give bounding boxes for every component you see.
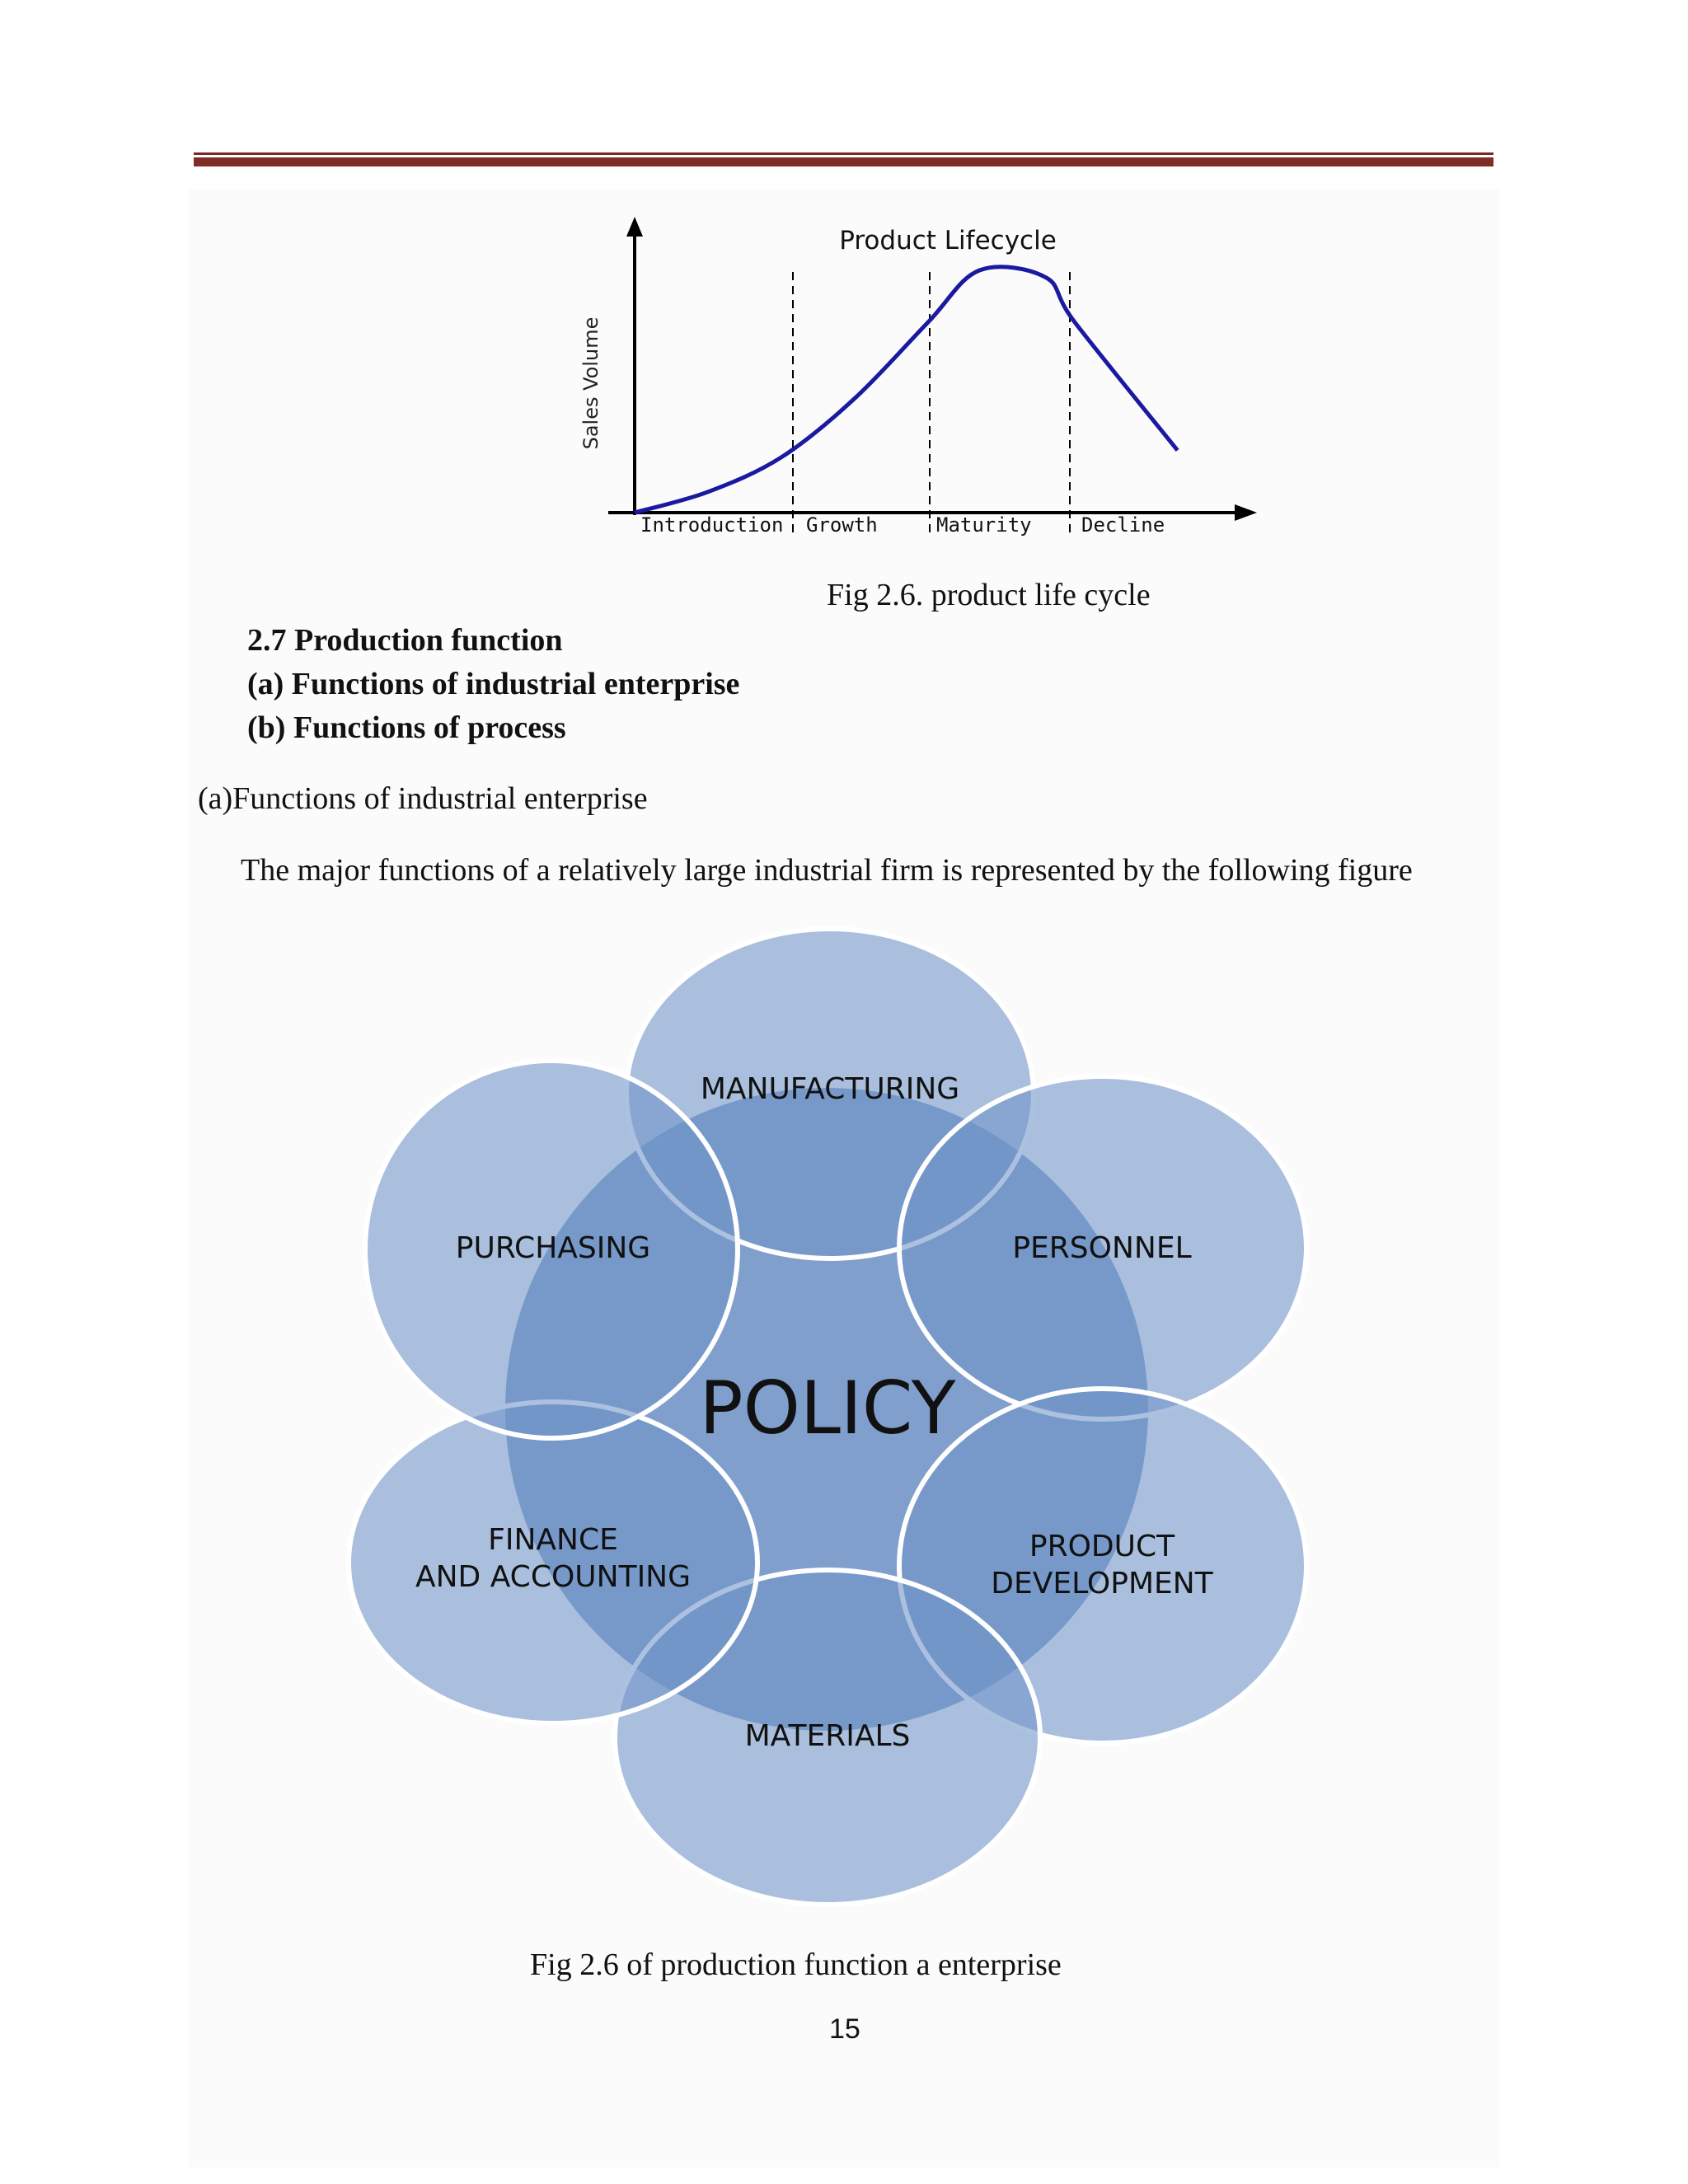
personnel-label: PERSONNEL: [1012, 1231, 1192, 1265]
header-rule-thin: [194, 152, 1493, 155]
section-heading: 2.7 Production function: [247, 623, 563, 658]
stage-label-growth: Growth: [806, 513, 878, 537]
lifecycle-curve: [635, 267, 1178, 513]
header-rule-thick: [194, 157, 1493, 166]
stage-label-decline: Decline: [1081, 513, 1165, 537]
subheading-b: (b) Functions of process: [247, 710, 566, 745]
figure-caption-functions: Fig 2.6 of production function a enterprise: [530, 1947, 1062, 1982]
figure-caption-lifecycle: Fig 2.6. product life cycle: [827, 578, 1151, 612]
enterprise-functions-diagram: [330, 915, 1319, 1912]
page-number: 15: [829, 2013, 860, 2045]
paragraph-functions-label: (a)Functions of industrial enterprise: [198, 781, 648, 816]
y-axis-label: Sales Volume: [579, 316, 603, 450]
purchasing-label: PURCHASING: [455, 1231, 651, 1265]
product-development-label-line2: DEVELOPMENT: [991, 1567, 1213, 1601]
policy-label: POLICY: [699, 1366, 956, 1451]
paragraph-major-functions: The major functions of a relatively large industrial firm is represented by the following figure: [241, 853, 1413, 888]
stage-label-maturity: Maturity: [936, 513, 1032, 537]
x-axis-arrow: [1235, 504, 1257, 521]
product-development-label-line1: PRODUCT: [1029, 1530, 1175, 1563]
chart-title: Product Lifecycle: [839, 226, 1057, 255]
product-lifecycle-chart: [569, 210, 1269, 548]
materials-label: MATERIALS: [744, 1719, 911, 1753]
manufacturing-label: MANUFACTURING: [700, 1072, 960, 1106]
finance-label-line2: AND ACCOUNTING: [415, 1560, 692, 1594]
finance-label-line1: FINANCE: [488, 1523, 618, 1557]
subheading-a: (a) Functions of industrial enterprise: [247, 667, 740, 701]
stage-label-introduction: Introduction: [640, 513, 784, 537]
y-axis-arrow: [626, 217, 643, 237]
